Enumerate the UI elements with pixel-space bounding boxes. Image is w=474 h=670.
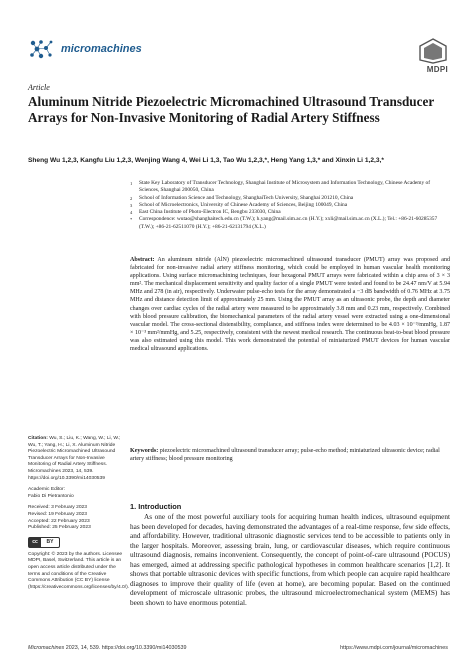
cc-by-label: BY [46,538,54,545]
dates-block [28,505,123,531]
affiliation-number: 1 [130,181,133,186]
accepted-date: Accepted: 22 February 2023 [28,518,90,524]
copyright-block [28,551,130,592]
affiliation-text: State Key Laboratory of Transducer Technology, Shanghai Institute of Microsystem and Information Technology, Chinese Academy of Sciences, Shanghai 200050, China [139,180,431,194]
article-sidebar [28,436,130,596]
revised-date: Revised: 19 February 2023 [28,511,87,517]
journal-header [28,38,448,74]
received-date: Received: 3 February 2023 [28,505,87,511]
author-list: Sheng Wu 1,2,3, Kangfu Liu 1,2,3, Wenjing Wang 4, Wei Li 1,3, Tao Wu 1,2,3,*, Heng Yang 1,3,* and Xinxin Li 1,2,3,* [28,157,384,164]
correspondence-text: Correspondence: wutao@shanghaitech.edu.cn (T.W.); h.yang@mail.sim.ac.cn (H.Y.); xxli@mail.sim.ac.cn (X.L.); Tel.: +86-21-60285357 (T.W.); +86-21-62511070 (H.Y.); +86-21-62131794 (X.L.) [139,216,438,230]
abstract [130,256,450,353]
keywords-label: Keywords: [130,448,159,454]
affiliation-number: 4 [130,210,133,216]
published-date: Published: 25 February 2023 [28,525,91,531]
editor-name: Fabio Di Pietrantonio [28,493,74,499]
journal-name: micromachines [61,43,142,55]
article-title: Aluminum Nitride Piezoelectric Micromachined Ultrasound Transducer Arrays for Non-Invasive Monitoring of Radial Artery Stiffness [28,94,434,125]
affiliation-number: * [130,217,133,223]
editor-label: Academic Editor: [28,487,65,493]
journal-logo-icon [28,38,56,62]
mdpi-logo-text: MDPI [426,65,448,74]
affiliation-item [130,195,450,202]
footer-journal: Micromachines [28,645,65,651]
footer-citation [28,645,187,651]
affiliation-text: East China Institute of Photo-Electron IC, Bengbu 233030, China [139,209,281,216]
abstract-text: An aluminum nitride (AlN) piezoelectric micromachined ultrasound transducer (PMUT) array was proposed and fabricated for non-invasive radial artery stiffness monitoring, which could be employed in human vascular health monitoring applications. Using surface micromachining techniques, four hexagonal PMUT arrays were fabricated within a chip area of 3 × 3 mm². The mechanical displacement sensitivity and quality factor of a single PMUT were tested and found to be 24.47 nm/V at 5.94 MHz and 278 (in air), respectively. Underwater pulse-echo tests for the array demonstrated a −3 dB bandwidth of 0.76 MHz at 3.75 MHz and distance detection limit of approximately 25 mm. Using the PMUT array as an ultrasonic probe, the depth and diameter changes over cardiac cycles of the radial artery were measured to be approximately 3.8 mm and 0.23 mm, respectively. Combined with blood pressure calibration, the biomechanical parameters of the radial artery vessel were extracted using a one-dimensional vascular model. The cross-sectional distensibility, compliance, and stiffness index were determined to be 4.03 × 10⁻³/mmHg, 1.87 × 10⁻³ mm²/mmHg, and 5.25, respectively, consistent with the newest medical research. The continuous beat-to-beat blood pressure was also estimated using this model. This work demonstrated the potential of miniaturized PMUT devices for human vascular medical ultrasound applications. [130,257,451,353]
affiliation-number: 2 [130,195,133,201]
keywords-text: piezoelectric micromachined ultrasound transducer array; pulse-echo method; miniaturized ultrasonic device; radial artery stiffness; blood pressure monitoring [130,448,440,463]
citation-text[interactable]: Wu, S.; Liu, K.; Wang, W.; Li, W.; Wu, T.; Yang, H.; Li, X. Aluminum Nitride Piezoelectric Micromachined Ultrasound Transducer Arrays for Non-Invasive Monitoring of Radial Artery Stiffness. Micromachines 2023, 14, 539. https://doi.org/10.3390/mi14030539 [28,436,121,481]
citation-block [28,436,123,482]
citation-label: Citation: [28,436,48,441]
editor-block [28,487,123,500]
affiliation-number: 3 [130,202,133,208]
abstract-label: Abstract: [130,257,155,263]
affiliation-text: School of Information Science and Technology, ShanghaiTech University, Shanghai 201210, China [139,194,354,201]
keywords [130,447,450,463]
footer-doi[interactable]: 2023, 14, 539. https://doi.org/10.3390/mi14030539 [65,645,187,651]
affiliations [130,180,450,231]
affiliation-item [130,180,450,195]
footer-journal-url[interactable]: https://www.mdpi.com/journal/micromachines [340,645,448,651]
article-type: Article [28,83,50,92]
section-heading: 1. Introduction [130,502,182,511]
introduction-paragraph: As one of the most powerful auxiliary tools for acquiring human health indices, ultrasound equipment has been developed for decades, having demonstrated the advantages of a real-time response, few side effects, and affordability. However, traditional ultrasonic diagnostic services tend to be accessible to patients only in the larger hospitals. Moreover, assessing brain, lung, or cardiovascular diseases, which require continuous ultrasound diagnosis, remains inconvenient. Consequently, the concept of point-of-care ultrasound (POCUS) has emerged, aimed at addressing specific pathological hypotheses in common healthcare scenarios [1,2]. It shows that portable ultrasonic devices with specific functions, from which people can acquire rapid healthcare diagnoses to improve their quality of life (even at home), are becoming popular. Based on the continued development of microscale ultrasonic probes, the ultrasound microelectromechanical system (MEMS) has been shown to have enormous potential. [130,513,450,607]
affiliation-text: School of Microelectronics, University of Chinese Academy of Sciences, Beijing 100049, China [139,201,348,208]
correspondence [130,216,450,231]
cc-by-license-icon[interactable] [28,537,60,548]
creative-commons-icon: cc [29,538,41,547]
mdpi-logo-icon [418,38,448,64]
copyright-text: Copyright: © 2023 by the authors. Licensee MDPI, Basel, Switzerland. This article is an open access article distributed under the terms and conditions of the Creative Commons Attribution (CC BY) license (https://creativecommons.org/licenses/by/4.0/). [28,551,130,590]
